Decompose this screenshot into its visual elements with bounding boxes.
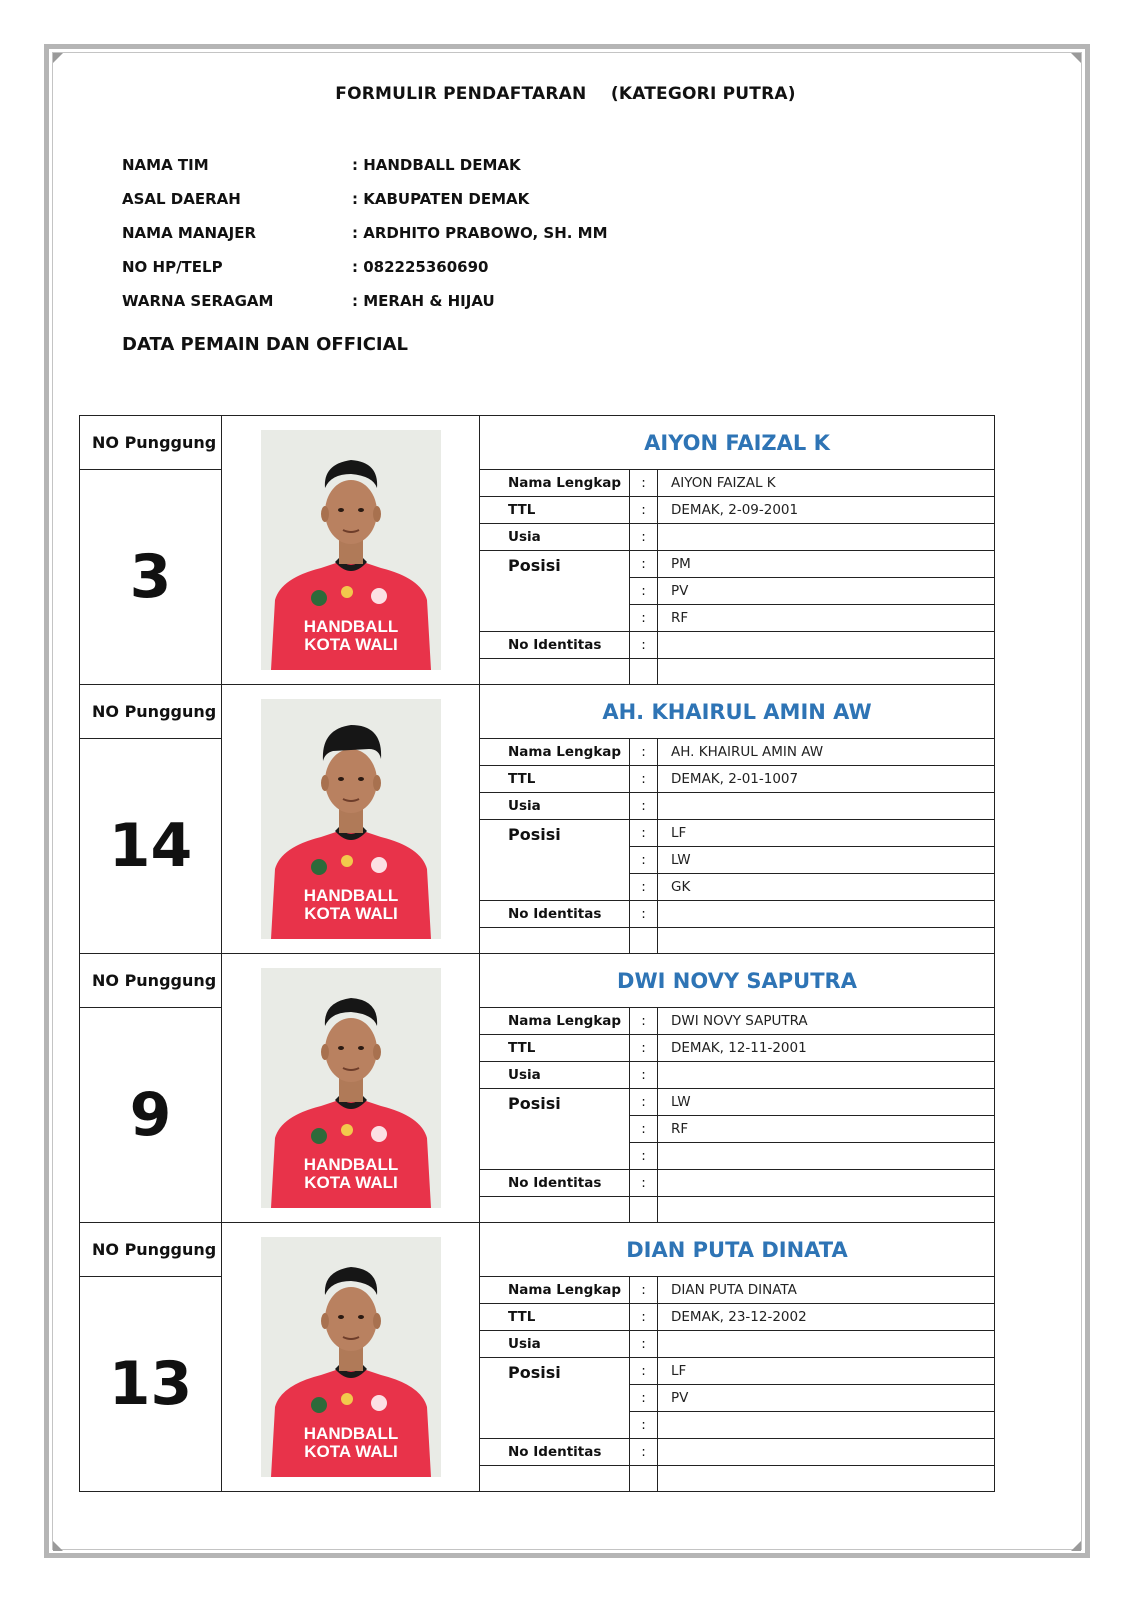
detail-colon: : <box>630 497 658 523</box>
detail-row-birth <box>480 766 994 793</box>
detail-row-birth <box>480 1304 994 1331</box>
detail-row-birth <box>480 1035 994 1062</box>
detail-row-age <box>480 1062 994 1089</box>
detail-row-age <box>480 1331 994 1358</box>
photo-cell <box>222 1223 480 1491</box>
detail-row-age <box>480 524 994 551</box>
jersey-number-label: NO Punggung <box>80 1223 221 1277</box>
player-photo <box>261 1237 441 1477</box>
player-details <box>480 1223 994 1491</box>
detail-label: No Identitas <box>480 632 630 658</box>
detail-label: Usia <box>480 1331 630 1357</box>
info-value: : HANDBALL DEMAK <box>352 156 521 174</box>
info-value: : 082225360690 <box>352 258 489 276</box>
detail-group-position <box>480 551 994 632</box>
detail-row-id <box>480 1170 994 1197</box>
info-value: : MERAH & HIJAU <box>352 292 495 310</box>
detail-colon: : <box>630 901 658 927</box>
info-row-uniform-color <box>122 292 722 326</box>
info-row-phone <box>122 258 722 292</box>
detail-row-birth <box>480 497 994 524</box>
detail-colon: : <box>630 1331 658 1357</box>
detail-colon: : <box>630 847 658 873</box>
position-list <box>630 1089 994 1170</box>
detail-row-full-name <box>480 1008 994 1035</box>
player-details <box>480 416 994 684</box>
detail-colon: : <box>630 1385 658 1411</box>
jersey-number: 3 <box>129 542 172 612</box>
position-value: PM <box>671 556 691 572</box>
detail-value-id <box>658 1439 994 1465</box>
detail-label: Nama Lengkap <box>480 739 630 765</box>
detail-row-blank <box>480 928 994 953</box>
jersey-number-cell <box>80 416 222 684</box>
detail-row-blank <box>480 659 994 684</box>
detail-label: Posisi <box>480 1358 630 1439</box>
detail-label: Posisi <box>480 820 630 901</box>
blank-cell <box>658 928 994 953</box>
detail-value-birth: DEMAK, 23-12-2002 <box>671 1309 807 1325</box>
detail-row-id <box>480 901 994 928</box>
position-row <box>630 1143 994 1170</box>
player-photo <box>261 699 441 939</box>
jersey-number-label: NO Punggung <box>80 416 221 470</box>
detail-label: TTL <box>480 497 630 523</box>
detail-colon: : <box>630 1439 658 1465</box>
jersey-number: 13 <box>108 1349 193 1419</box>
jersey-print-line2: KOTA WALI <box>303 635 398 654</box>
detail-group-position <box>480 1089 994 1170</box>
detail-colon: : <box>630 1412 658 1438</box>
detail-value-birth: DEMAK, 12-11-2001 <box>671 1040 807 1056</box>
jersey-print-line2: KOTA WALI <box>303 1173 398 1192</box>
jersey-print-line1: HANDBALL <box>303 886 398 905</box>
corner-ornament-bottom-right <box>1071 1541 1081 1551</box>
players-table <box>79 415 995 1492</box>
position-row <box>630 1089 994 1116</box>
photo-cell <box>222 954 480 1222</box>
position-row <box>630 1412 994 1439</box>
jersey-print-line1: HANDBALL <box>303 1155 398 1174</box>
player-row <box>80 954 994 1223</box>
detail-row-full-name <box>480 470 994 497</box>
detail-value-age <box>658 1331 994 1357</box>
position-row <box>630 1358 994 1385</box>
detail-value-name: DWI NOVY SAPUTRA <box>671 1013 808 1029</box>
info-label: NO HP/TELP <box>122 258 223 276</box>
detail-row-blank <box>480 1466 994 1491</box>
photo-cell <box>222 416 480 684</box>
detail-row-id <box>480 632 994 659</box>
position-row <box>630 605 994 632</box>
position-value: LF <box>671 1363 687 1379</box>
detail-row-full-name <box>480 739 994 766</box>
detail-colon: : <box>630 1116 658 1142</box>
player-name-heading: DIAN PUTA DINATA <box>480 1223 994 1277</box>
info-label: WARNA SERAGAM <box>122 292 274 310</box>
detail-group-position <box>480 820 994 901</box>
detail-colon: : <box>630 820 658 846</box>
blank-cell <box>480 1466 630 1491</box>
blank-cell <box>480 928 630 953</box>
section-heading: DATA PEMAIN DAN OFFICIAL <box>122 334 409 355</box>
blank-cell <box>630 1466 658 1491</box>
jersey-print-line1: HANDBALL <box>303 617 398 636</box>
detail-colon: : <box>630 632 658 658</box>
detail-value-id <box>658 901 994 927</box>
player-photo <box>261 968 441 1208</box>
blank-cell <box>658 659 994 684</box>
blank-cell <box>480 659 630 684</box>
detail-colon: : <box>630 1008 658 1034</box>
detail-value-birth: DEMAK, 2-09-2001 <box>671 502 799 518</box>
player-details <box>480 685 994 953</box>
position-row <box>630 847 994 874</box>
position-row <box>630 820 994 847</box>
blank-cell <box>630 928 658 953</box>
player-details <box>480 954 994 1222</box>
player-name-heading: AIYON FAIZAL K <box>480 416 994 470</box>
detail-value-name: DIAN PUTA DINATA <box>671 1282 797 1298</box>
detail-label: Usia <box>480 1062 630 1088</box>
jersey-number: 14 <box>108 811 193 881</box>
position-value: LF <box>671 825 687 841</box>
position-list <box>630 1358 994 1439</box>
detail-label: TTL <box>480 1035 630 1061</box>
player-row <box>80 685 994 954</box>
jersey-number-cell <box>80 1223 222 1491</box>
team-info <box>122 156 722 326</box>
position-row <box>630 578 994 605</box>
detail-label: Usia <box>480 524 630 550</box>
position-row <box>630 551 994 578</box>
detail-label: Nama Lengkap <box>480 1277 630 1303</box>
detail-label: No Identitas <box>480 1170 630 1196</box>
detail-colon: : <box>630 470 658 496</box>
detail-label: No Identitas <box>480 901 630 927</box>
detail-colon: : <box>630 739 658 765</box>
corner-ornament-bottom-left <box>53 1541 63 1551</box>
position-value: LW <box>671 1094 691 1110</box>
detail-label: Posisi <box>480 1089 630 1170</box>
detail-value-age <box>658 524 994 550</box>
detail-row-id <box>480 1439 994 1466</box>
form-title: FORMULIR PENDAFTARAN (KATEGORI PUTRA) <box>335 84 796 104</box>
detail-label: Nama Lengkap <box>480 1008 630 1034</box>
detail-colon: : <box>630 874 658 900</box>
detail-label: TTL <box>480 1304 630 1330</box>
position-row <box>630 874 994 901</box>
jersey-number-cell <box>80 685 222 953</box>
info-row-origin <box>122 190 722 224</box>
player-name-heading: AH. KHAIRUL AMIN AW <box>480 685 994 739</box>
position-list <box>630 820 994 901</box>
detail-value-age <box>658 793 994 819</box>
detail-colon: : <box>630 578 658 604</box>
jersey-number-cell <box>80 954 222 1222</box>
detail-label: Nama Lengkap <box>480 470 630 496</box>
player-row <box>80 1223 994 1492</box>
player-photo <box>261 430 441 670</box>
corner-ornament-top-right <box>1071 53 1081 63</box>
photo-cell <box>222 685 480 953</box>
corner-ornament-top-left <box>53 53 63 63</box>
position-row <box>630 1385 994 1412</box>
position-value <box>658 1143 994 1169</box>
blank-cell <box>658 1466 994 1491</box>
position-value <box>658 1412 994 1438</box>
detail-colon: : <box>630 1170 658 1196</box>
detail-value-id <box>658 632 994 658</box>
detail-label: Posisi <box>480 551 630 632</box>
detail-colon: : <box>630 605 658 631</box>
detail-group-position <box>480 1358 994 1439</box>
player-name-heading: DWI NOVY SAPUTRA <box>480 954 994 1008</box>
detail-colon: : <box>630 1277 658 1303</box>
detail-colon: : <box>630 766 658 792</box>
detail-label: No Identitas <box>480 1439 630 1465</box>
info-label: NAMA MANAJER <box>122 224 256 242</box>
jersey-print-line2: KOTA WALI <box>303 904 398 923</box>
detail-value-birth: DEMAK, 2-01-1007 <box>671 771 799 787</box>
blank-cell <box>480 1197 630 1222</box>
detail-label: Usia <box>480 793 630 819</box>
detail-value-name: AIYON FAIZAL K <box>671 475 776 491</box>
jersey-number-label: NO Punggung <box>80 685 221 739</box>
detail-colon: : <box>630 1358 658 1384</box>
detail-value-id <box>658 1170 994 1196</box>
info-value: : ARDHITO PRABOWO, SH. MM <box>352 224 608 242</box>
detail-colon: : <box>630 524 658 550</box>
info-value: : KABUPATEN DEMAK <box>352 190 530 208</box>
detail-colon: : <box>630 793 658 819</box>
info-row-team-name <box>122 156 722 190</box>
detail-row-blank <box>480 1197 994 1222</box>
position-value: RF <box>671 610 689 626</box>
detail-colon: : <box>630 1143 658 1169</box>
detail-colon: : <box>630 1304 658 1330</box>
detail-colon: : <box>630 1035 658 1061</box>
detail-colon: : <box>630 1089 658 1115</box>
position-row <box>630 1116 994 1143</box>
position-value: PV <box>671 1390 689 1406</box>
detail-row-full-name <box>480 1277 994 1304</box>
jersey-number-label: NO Punggung <box>80 954 221 1008</box>
info-label: ASAL DAERAH <box>122 190 241 208</box>
jersey-print-line1: HANDBALL <box>303 1424 398 1443</box>
jersey-number: 9 <box>129 1080 172 1150</box>
detail-value-age <box>658 1062 994 1088</box>
position-value: RF <box>671 1121 689 1137</box>
info-row-manager <box>122 224 722 258</box>
position-list <box>630 551 994 632</box>
position-value: LW <box>671 852 691 868</box>
info-label: NAMA TIM <box>122 156 209 174</box>
blank-cell <box>630 659 658 684</box>
blank-cell <box>658 1197 994 1222</box>
jersey-print-line2: KOTA WALI <box>303 1442 398 1461</box>
detail-colon: : <box>630 551 658 577</box>
position-value: GK <box>671 879 691 895</box>
detail-value-name: AH. KHAIRUL AMIN AW <box>671 744 824 760</box>
detail-row-age <box>480 793 994 820</box>
detail-colon: : <box>630 1062 658 1088</box>
player-row <box>80 416 994 685</box>
detail-label: TTL <box>480 766 630 792</box>
position-value: PV <box>671 583 689 599</box>
blank-cell <box>630 1197 658 1222</box>
